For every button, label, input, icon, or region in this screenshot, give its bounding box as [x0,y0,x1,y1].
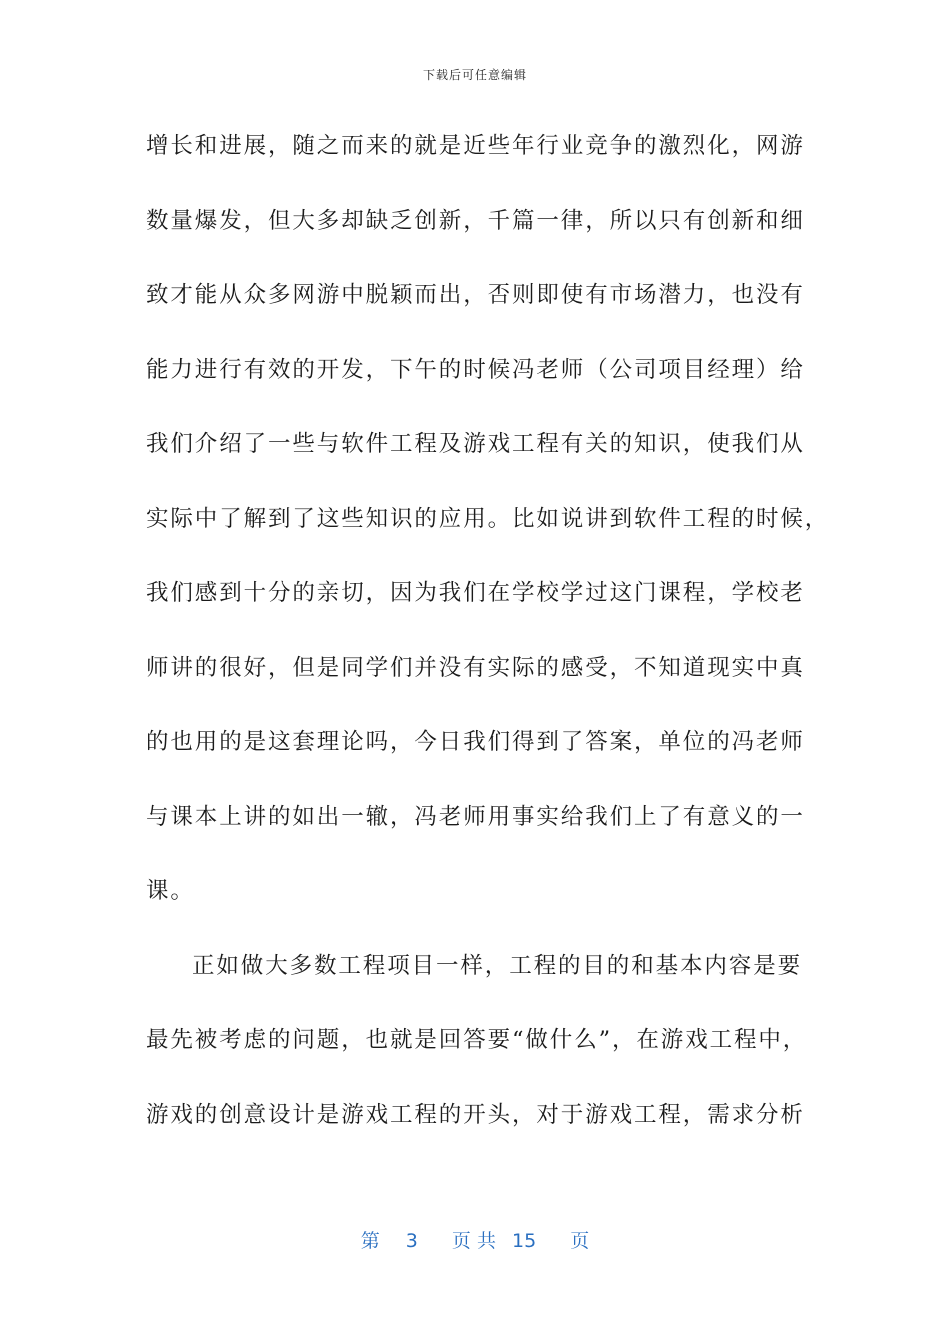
body-line: 最先被考虑的问题，也就是回答要“做什么”，在游戏工程中， [146,1027,808,1053]
body-line: 致才能从众多网游中脱颖而出，否则即使有市场潜力，也没有 [146,282,805,308]
document-body [146,124,830,1167]
body-line: 数量爆发，但大多却缺乏创新，千篇一律，所以只有创新和细 [146,207,805,234]
body-line: 游戏的创意设计是游戏工程的开头，对于游戏工程，需求分析 [146,1101,805,1128]
body-line: 能力进行有效的开发，下午的时候冯老师（公司项目经理）给 [146,356,805,383]
body-line: 课。 [146,878,195,904]
paragraph-start-line: 正如做大多数工程项目一样，工程的目的和基本内容是要 [192,952,803,979]
body-line: 实际中了解到了这些知识的应用。比如说讲到软件工程的时候， [146,505,830,532]
footer-middle: 页 共 [451,1230,496,1252]
body-line: 我们介绍了一些与软件工程及游戏工程有关的知识，使我们从 [146,431,805,457]
page-number-footer [0,1226,950,1253]
body-line: 我们感到十分的亲切，因为我们在学校学过这门课程，学校老 [146,580,805,606]
total-pages-number: 15 [512,1230,537,1252]
body-line: 的也用的是这套理论吗，今日我们得到了答案，单位的冯老师 [146,729,805,755]
footer-suffix: 页 [570,1230,590,1252]
body-line: 师讲的很好，但是同学们并没有实际的感受，不知道现实中真 [146,654,805,681]
current-page-number: 3 [405,1230,418,1252]
body-line: 与课本上讲的如出一辙，冯老师用事实给我们上了有意义的一 [146,803,805,830]
page-header-note: 下载后可任意编辑 [422,68,527,82]
footer-prefix: 第 [360,1230,380,1252]
body-line: 增长和进展，随之而来的就是近些年行业竞争的激烈化，网游 [146,133,805,159]
